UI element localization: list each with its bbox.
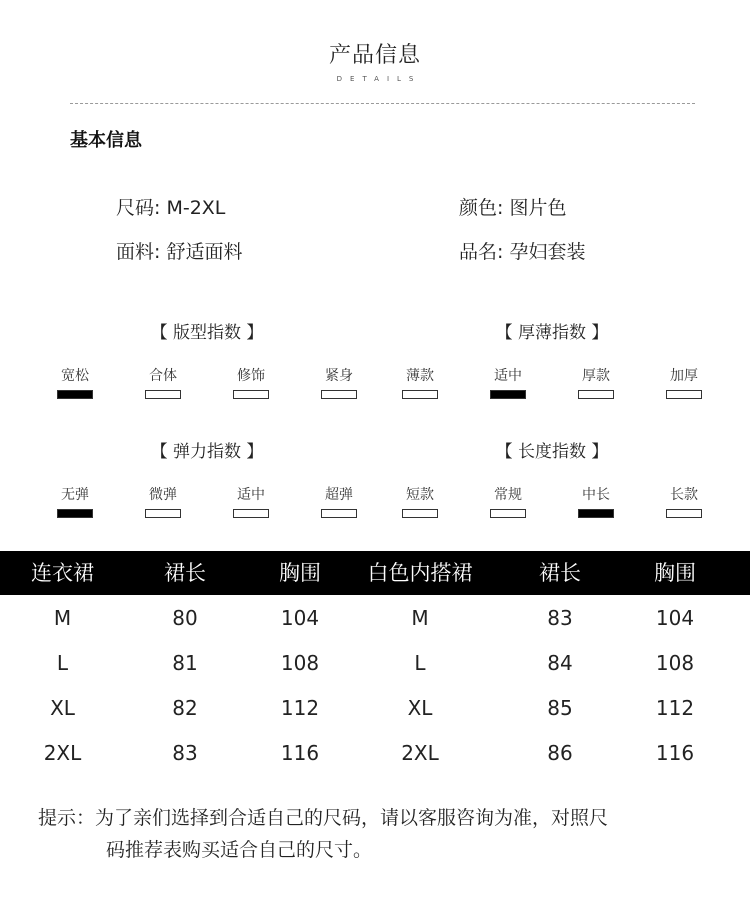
table-cell: 104 — [280, 606, 320, 630]
index-option-box — [233, 509, 269, 518]
fit-index-title: 【 版型指数 】 — [150, 323, 264, 343]
index-option-box — [57, 509, 93, 518]
index-option-label: 加厚 — [670, 368, 698, 384]
table-header-cell: 连衣裙 — [31, 561, 94, 585]
index-option — [666, 484, 702, 518]
index-option-label: 微弹 — [149, 487, 177, 503]
header-subtitle: DETAILS — [336, 75, 422, 83]
index-option-box — [490, 509, 526, 518]
table-cell: 85 — [547, 696, 573, 720]
table-cell: L — [56, 651, 69, 675]
length-index — [402, 437, 702, 518]
table-cell: M — [53, 606, 72, 630]
table-cell: 116 — [655, 741, 695, 765]
index-option-label: 薄款 — [406, 368, 434, 384]
index-option — [321, 484, 357, 518]
index-option — [57, 484, 93, 518]
index-option — [490, 365, 526, 399]
table-cell: 83 — [547, 606, 573, 630]
table-header-cell: 胸围 — [279, 561, 321, 585]
table-row — [0, 686, 750, 731]
index-option — [490, 484, 526, 518]
thickness-index — [402, 318, 702, 399]
index-option-label: 短款 — [406, 487, 434, 503]
index-option-box — [233, 390, 269, 399]
size-table-header — [0, 551, 750, 595]
index-option-box — [578, 509, 614, 518]
table-cell: 108 — [280, 651, 320, 675]
table-cell: XL — [407, 696, 433, 720]
info-fabric: 面料: 舒适面料 — [116, 241, 243, 263]
table-cell: 112 — [280, 696, 320, 720]
table-cell: 81 — [172, 651, 198, 675]
index-option-label: 长款 — [670, 487, 698, 503]
elasticity-index-scale — [57, 484, 357, 518]
table-cell: 116 — [280, 741, 320, 765]
index-option — [402, 365, 438, 399]
table-cell: 86 — [547, 741, 573, 765]
index-option-label: 适中 — [494, 368, 522, 384]
table-header-cell: 裙长 — [539, 561, 581, 585]
info-size: 尺码: M-2XL — [116, 197, 226, 219]
table-row — [0, 641, 750, 686]
index-option — [145, 365, 181, 399]
size-notice — [38, 802, 718, 866]
length-index-title: 【 长度指数 】 — [495, 442, 609, 462]
index-option-label: 常规 — [494, 487, 522, 503]
index-option — [57, 365, 93, 399]
thickness-index-scale — [402, 365, 702, 399]
table-cell: 82 — [172, 696, 198, 720]
index-option-box — [145, 390, 181, 399]
elasticity-index — [57, 437, 357, 518]
table-cell: 2XL — [401, 741, 439, 765]
basic-info-title: 基本信息 — [70, 130, 142, 151]
index-option-label: 合体 — [149, 368, 177, 384]
header-title: 产品信息 — [328, 43, 421, 68]
table-cell: 112 — [655, 696, 695, 720]
index-option-box — [578, 390, 614, 399]
index-option — [321, 365, 357, 399]
table-cell: 2XL — [43, 741, 82, 765]
table-header-cell: 白色内搭裙 — [367, 561, 473, 585]
index-option-label: 厚款 — [582, 368, 610, 384]
fit-index — [57, 318, 357, 399]
table-cell: 83 — [172, 741, 198, 765]
index-option-box — [57, 390, 93, 399]
fit-index-scale — [57, 365, 357, 399]
info-color: 颜色: 图片色 — [459, 197, 567, 219]
table-cell: L — [414, 651, 426, 675]
index-option — [233, 365, 269, 399]
info-product-name: 品名: 孕妇套装 — [459, 241, 586, 263]
index-option-label: 无弹 — [61, 487, 89, 503]
index-option — [578, 365, 614, 399]
table-cell: 84 — [547, 651, 573, 675]
index-option-box — [666, 509, 702, 518]
index-option-label: 紧身 — [325, 368, 353, 384]
notice-line-2: 码推荐表购买适合自己的尺寸。 — [106, 839, 373, 861]
thickness-index-title: 【 厚薄指数 】 — [495, 323, 609, 343]
table-cell: 80 — [172, 606, 198, 630]
index-option-box — [490, 390, 526, 399]
elasticity-index-title: 【 弹力指数 】 — [150, 442, 264, 462]
table-cell: M — [411, 606, 429, 630]
index-option — [402, 484, 438, 518]
index-option — [578, 484, 614, 518]
notice-line-1: 提示：为了亲们选择到合适自己的尺码，请以客服咨询为准，对照尺 — [38, 807, 609, 829]
index-option-box — [145, 509, 181, 518]
index-option-label: 适中 — [237, 487, 265, 503]
index-option-label: 中长 — [582, 487, 610, 503]
index-option-label: 修饰 — [237, 368, 265, 384]
index-option-label: 宽松 — [61, 368, 89, 384]
index-option — [666, 365, 702, 399]
index-option-box — [666, 390, 702, 399]
table-header-cell: 胸围 — [654, 561, 696, 585]
dotted-divider — [70, 103, 695, 104]
length-index-scale — [402, 484, 702, 518]
index-option-label: 超弹 — [325, 487, 353, 503]
index-option-box — [402, 509, 438, 518]
table-cell: XL — [50, 696, 75, 720]
index-option-box — [402, 390, 438, 399]
table-cell: 104 — [655, 606, 695, 630]
index-option — [233, 484, 269, 518]
index-option — [145, 484, 181, 518]
table-row — [0, 731, 750, 776]
index-option-box — [321, 509, 357, 518]
table-header-cell: 裙长 — [164, 561, 206, 585]
table-row — [0, 596, 750, 641]
table-cell: 108 — [655, 651, 695, 675]
index-option-box — [321, 390, 357, 399]
section-header — [0, 38, 750, 83]
